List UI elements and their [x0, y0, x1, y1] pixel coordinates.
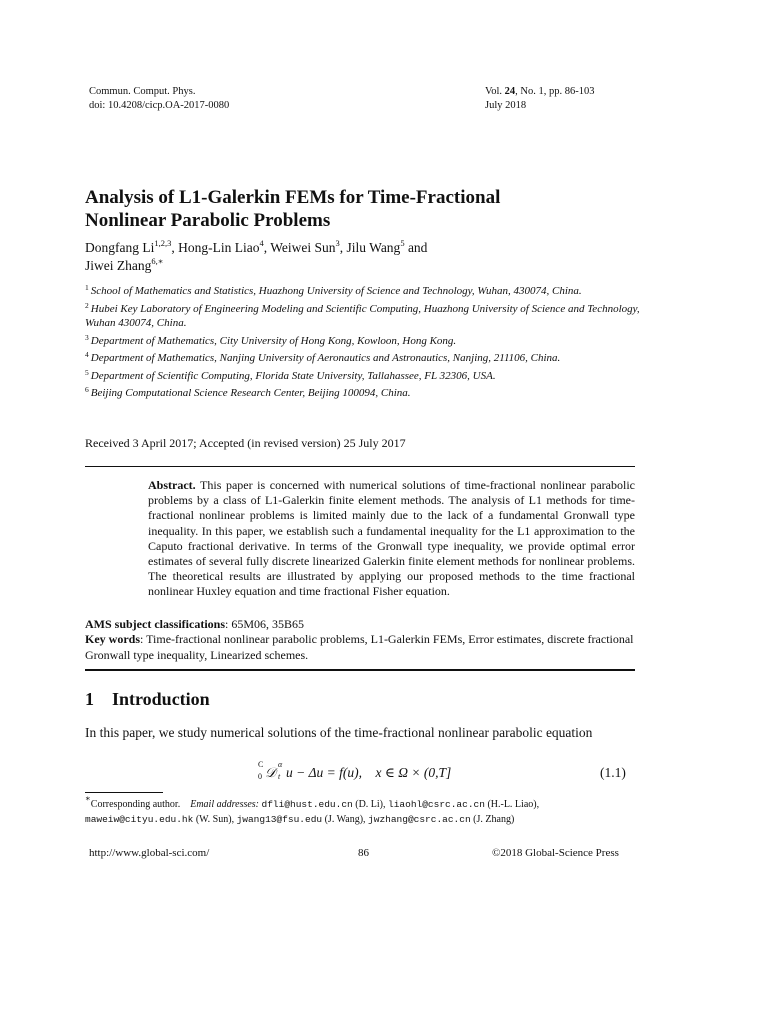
footnote-rule	[85, 792, 163, 793]
affiliation: $^5$ Department of Scientific Computing, Florida State University, Tallahassee, FL 32306, USA.	[85, 367, 496, 382]
intro-paragraph: In this paper, we study numerical solutions of the time-fractional nonlinear parabolic equation	[85, 725, 593, 740]
affiliation: $^4$ Department of Mathematics, Nanjing University of Aeronautics and Astronautics, Nanjing, 211106, China.	[85, 350, 561, 364]
doi: doi: 10.4208/cicp.OA-2017-0080	[89, 100, 230, 111]
running-header-left	[89, 85, 229, 113]
footnote: ∗Corresponding author. Email addresses: dfli@hust.edu.cn (D. Li), liaohl@csrc.ac.cn (H.-L. Liao), maweiw@cityu.edu.hk (W. Sun), jwang13@fsu.edu (J. Wang), jwzhang@csrc.ac.cn (J. Zhang)	[85, 793, 540, 825]
publisher-url[interactable]: http://www.global-sci.com/	[89, 847, 210, 859]
page-number: 86	[358, 847, 369, 859]
copyright: ©2018 Global-Science Press	[492, 847, 619, 859]
volume-info: Vol. 24, No. 1, pp. 86-103	[485, 86, 595, 97]
abstract	[148, 478, 635, 600]
top-divider	[85, 466, 635, 467]
author: Jilu Wang$^5$ and	[346, 238, 428, 255]
email-link[interactable]: maweiw@cityu.edu.hk	[85, 814, 194, 825]
author: Dongfang Li$^{1,2,3}$,	[85, 238, 179, 255]
email-link[interactable]: jwang13@fsu.edu	[236, 814, 323, 825]
journal-name: Commun. Comput. Phys.	[89, 86, 196, 97]
affiliation: $^6$ Beijing Computational Science Research Center, Beijing 100094, China.	[85, 385, 411, 399]
paper-title: Analysis of L1-Galerkin FEMs for Time-Fractional Nonlinear Parabolic Problems	[85, 187, 501, 231]
affiliations	[85, 281, 645, 401]
classification-block	[85, 617, 635, 663]
ams-classification: AMS subject classifications: 65M06, 35B65	[85, 617, 305, 631]
caputo-operator: C 0 𝒟 α t	[258, 760, 283, 781]
affiliation: $^2$ Hubei Key Laboratory of Engineering Modeling and Scientific Computing, Huazhong University of Science and Technology, Wuhan 430074, China.	[85, 300, 640, 329]
section-title: Introduction	[112, 689, 210, 709]
email-link[interactable]: dfli@hust.edu.cn	[261, 799, 353, 810]
author: Hong-Lin Liao$^4$,	[178, 238, 271, 255]
author-list	[85, 239, 645, 275]
equation: C 0 𝒟 α t u − Δu = f(u), x ∈ Ω × (0,T]	[258, 760, 452, 781]
affiliation: $^3$ Department of Mathematics, City University of Hong Kong, Kowloon, Hong Kong.	[85, 332, 457, 347]
author: Jiwei Zhang$^{6,∗}$	[85, 256, 164, 273]
section-number: 1	[85, 689, 94, 709]
received-dates: Received 3 April 2017; Accepted (in revised version) 25 July 2017	[85, 436, 406, 450]
email-link[interactable]: jwzhang@csrc.ac.cn	[368, 814, 471, 825]
running-header-right	[485, 85, 595, 113]
key-words: Key words: Time-fractional nonlinear parabolic problems, L1-Galerkin FEMs, Error estimates, discrete fractional Gronwall type inequality, Linearized schemes.	[85, 632, 634, 662]
issue-date: July 2018	[485, 100, 527, 111]
email-link[interactable]: liaohl@csrc.ac.cn	[388, 799, 485, 810]
affiliation: $^1$ School of Mathematics and Statistics, Huazhong University of Science and Technology, Wuhan, 430074, China.	[85, 283, 582, 297]
abstract-label: Abstract.	[148, 478, 196, 492]
section-heading	[85, 689, 210, 710]
equation-number: (1.1)	[600, 765, 626, 780]
abstract-text: This paper is concerned with numerical solutions of time-fractional nonlinear parabolic problems by a class of L1-Galerkin finite element methods. The analysis of L1 methods for time-fractional nonlinear problems is limited mainly due to the lack of a fundamental Gronwall type inequality. In this paper, we establish such a fundamental inequality for the L1 approximation to the Caputo fractional derivative. In terms of the Gronwall type inequality, we provide optimal error estimates of several fully discrete linearized Galerkin finite element methods for nonlinear problems. The theoretical results are illustrated by applying our proposed methods to the time fractional nonlinear Huxley equation and time fractional Fisher equation.	[148, 478, 635, 599]
author: Weiwei Sun$^3$,	[270, 238, 347, 255]
bottom-divider	[85, 669, 635, 671]
